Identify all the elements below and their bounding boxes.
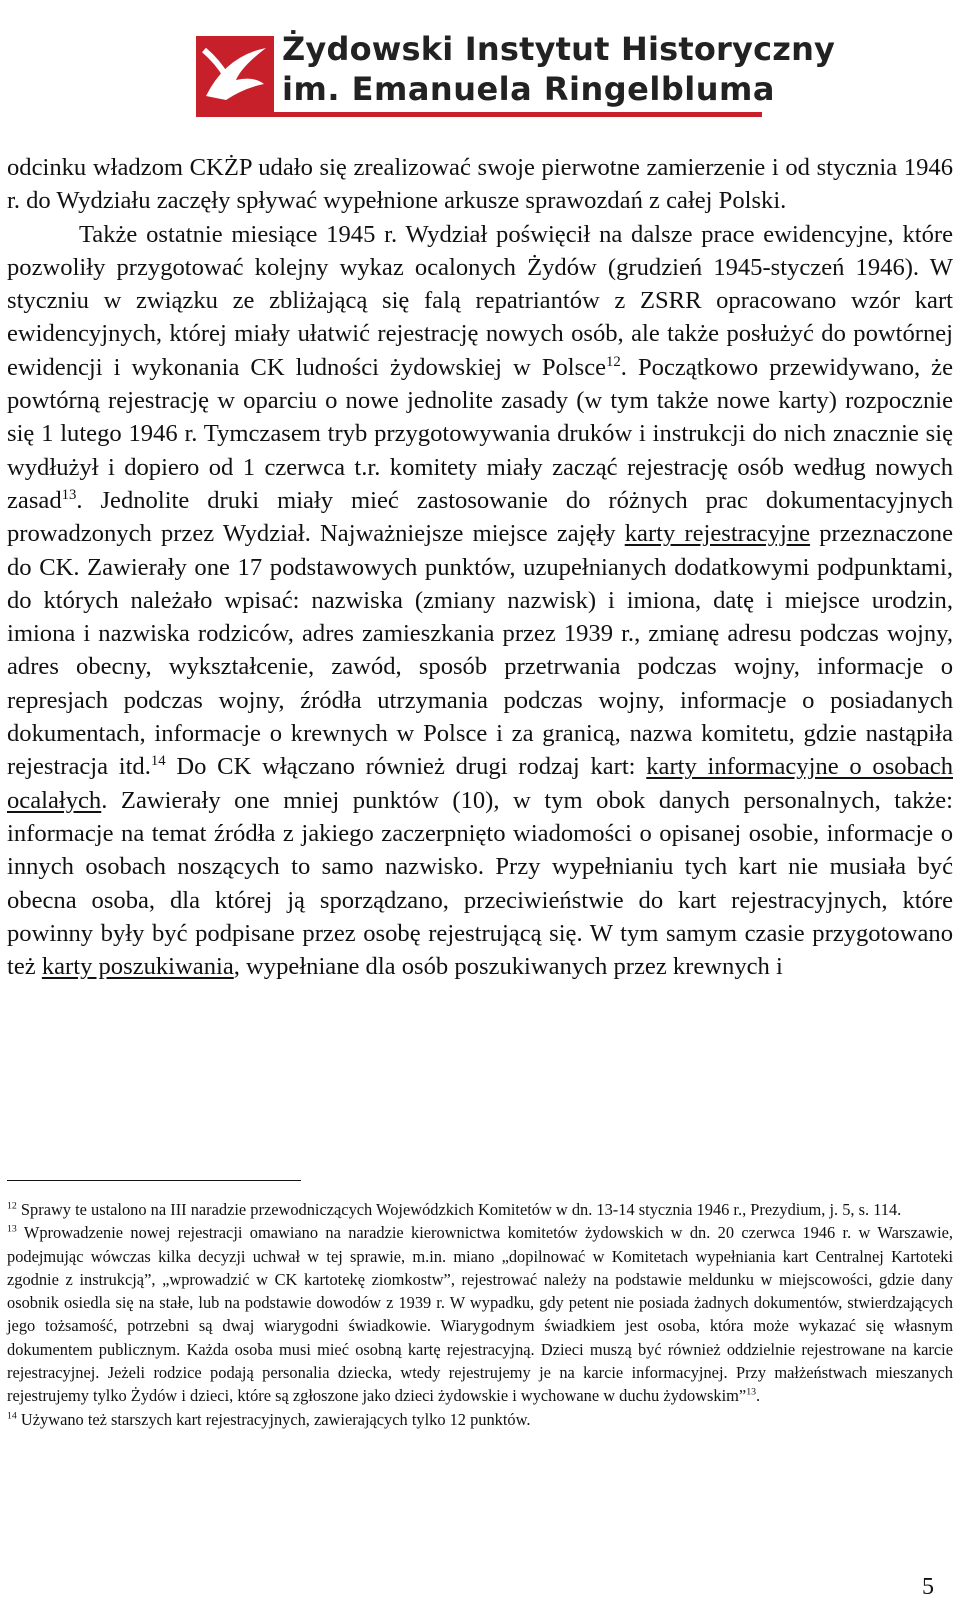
page-number: 5 [922, 1574, 934, 1600]
footnote-ref-13[interactable]: 13 [61, 486, 77, 503]
institute-logo-icon [196, 36, 274, 112]
footnote-12: $^{12}$ Sprawy te ustalono na III naradzie przewodniczących Wojewódzkich Komitetów w dn. 13-14 stycznia 1946 r., Prezydium, j. 5, s. 114. [7, 1200, 902, 1219]
logo-title-line2: im. Emanuela Ringelbluma [282, 70, 775, 108]
paragraph-2: Także ostatnie miesiące 1945 r. Wydział poświęcił na dalsze prace ewidencyjne, które pozwoliły przygotować kolejny wykaz ocalonych Żydów (grudzień 1945-styczeń 1946). W styczniu w związku ze zbliżającą się falą repatriantów z ZSRR opracowano wzór kart ewidencyjnych, której miały ułatwić rejestrację nowych osób, ale także posłużyć do powtórnej ewidencji i wykonania CK ludności żydowskiej w Polsce$^{12}$. Początkowo przewidywano, że powtórną rejestrację w oparciu o nowe jednolite zasady (w tym także nowe karty) rozpocznie się 1 lutego 1946 r. Tymczasem tryb przygotowywania druków i instrukcji do nich znacznie się wydłużył i dopiero od 1 czerwca t.r. komitety miały zacząć rejestrację osób według nowych zasad$^{13}$. Jednolite druki miały mieć zastosowanie do różnych prac dokumentacyjnych prowadzonych przez Wydział. Najważniejsze miejsce zajęły karty rejestracyjne przeznaczone do CK. Zawierały one 17 podstawowych punktów, uzupełnianych dodatkowymi podpunktami, do których należało wpisać: nazwiska (zmiany nazwisk) i imiona, datę i miejsce urodzin, imiona i nazwiska rodziców, adres zamieszkania przez 1939 r., zmianę adresu podczas wojny, adres obecny, wykształcenie, zawód, sposób przetrwania podczas wojny, informacje o represjach podczas wojny, źródła utrzymania podczas wojny, informacje o posiadanych dokumentach, informacje o krewnych w Polsce i za granicą, nazwa komitetu, gdzie nastąpiła rejestracja itd.$^{14}$ Do CK włączano również drugi rodzaj kart: karty informacyjne o osobach ocalałych. Zawierały one mniej punktów (10), w tym obok danych personalnych, także: informacje na temat źródła z jakiego zaczerpnięto wiadomości o opisanej osobie, informacje o innych osobach noszących to samo nazwisko. Przy wypełnianiu tych kart nie musiała być obecna osoba, dla której ją sporządzano, przeciwieństwie do kart rejestracyjnych, które powinny były być podpisane przez osobę rejestrującą się. W tym samym czasie przygotowano też karty poszukiwania, wypełniane dla osób poszukiwanych przez krewnych i [7, 220, 954, 981]
footnote-13: $^{13}$ Wprowadzenie nowej rejestracji omawiano na naradzie kierownictwa komitetów żydowskich w dn. 20 czerwca 1946 r. w Warszawie, podejmując wówczas kilka decyzji uchwał w tej sprawie, m.in. miano „dopilnować w Komitetach wypełniania kart Centralnej Kartoteki zgodnie z instrukcją”, „wprowadzić w CK kartotekę ziomkostw”, rejestrować należy na podstawie meldunku w miejscowości, gdzie dany osobnik osiedla się na stałe, lub na podstawie dowodów z 1939 r. W wypadku, gdy petent nie posiada żadnych dokumentów, stwierdzających jego tożsamość, potrzebni są dwaj wiarygodni świadkowie. Wiarygodnym świadkiem jest osoba, która może wykazać się własnym dokumentem publicznym. Każda osoba musi mieć osobną kartę rejestracyjną. Dzieci muszą być również oddzielnie rejestrowane na karcie rejestracyjnej. Jeżeli rodzice podają personalia dziecka, wtedy rejestrujemy je na karcie informacyjnej. Przy małżeństwach mieszanych rejestrujemy tylko Żydów i dzieci, które są zgłoszone jako dzieci żydowskie i wychowane w duchu żydowskim”$^{13}$. [7, 1223, 953, 1406]
footnote-14: $^{14}$ Używano też starszych kart rejestracyjnych, zawierających tylko 12 punktów. [7, 1409, 531, 1429]
logo-title-line1: Żydowski Instytut Historyczny [282, 30, 836, 68]
page-header [0, 0, 960, 140]
underlined-term-karty-poszukiwania: karty poszukiwania [41, 953, 234, 981]
main-text [7, 151, 953, 983]
underlined-term-karty-informacyjne: karty informacyjne o osobach ocalałych [7, 753, 953, 814]
logo-underline [196, 112, 762, 117]
underlined-term-karty-rejestracyjne: karty rejestracyjne [624, 520, 811, 548]
footnote-separator [7, 1180, 301, 1181]
footnote-ref-14[interactable]: 14 [150, 753, 166, 770]
footnotes [7, 1198, 953, 1431]
paragraph-1: odcinku władzom CKŻP udało się zrealizować swoje pierwotne zamierzenie i od stycznia 1946 r. do Wydziału zaczęły spływać wypełnione arkusze sprawozdań z całej Polski. [7, 154, 953, 215]
footnote-ref-12[interactable]: 12 [606, 353, 621, 370]
